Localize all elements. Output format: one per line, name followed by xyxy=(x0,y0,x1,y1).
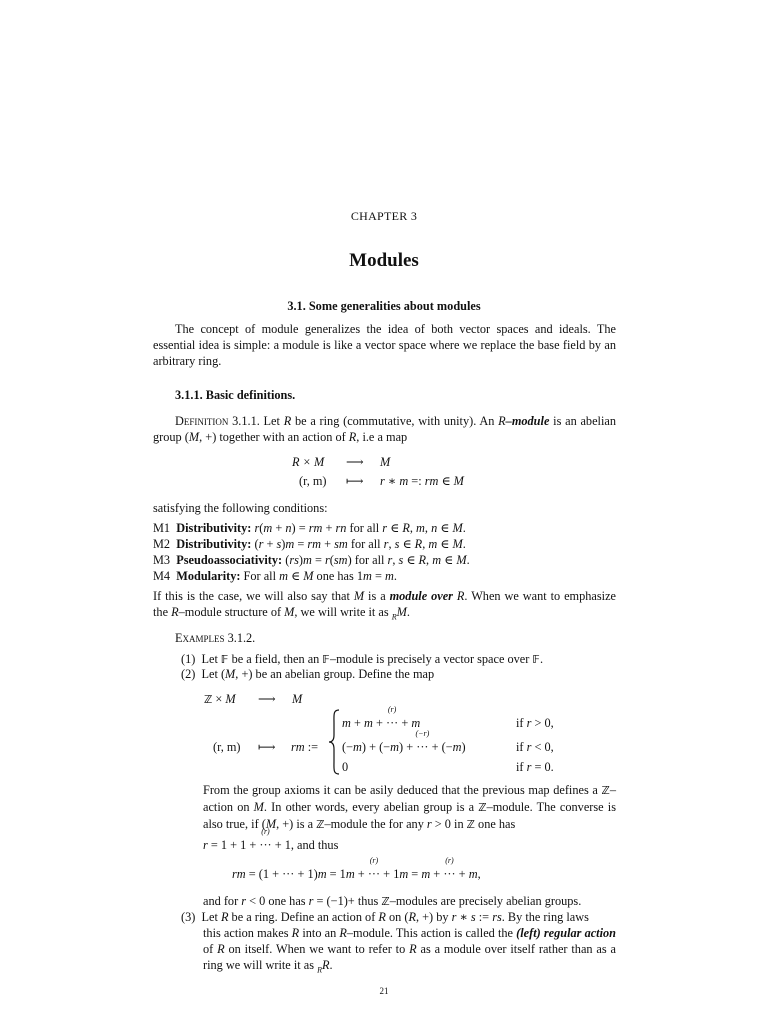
example-2-display: rm = (1 + ··· + 1)m = 1m + ··· (r) + 1m = m + ··· (r) + m, xyxy=(232,856,481,881)
map-codomain: M xyxy=(380,455,391,469)
map-arrow-2: ⟼ xyxy=(346,474,364,488)
example-item-3: (3) Let R be a ring. Define an action of R on (R, +) by r ∗ s := rs. By the ring laws this action makes R into an R–module. This action is called the (left) regular action of R on itself. When we want to refer to R as a module over itself rather than as a ring we will write it as $_R$R. xyxy=(181,910,616,975)
case-negative-condition: if r < 0, xyxy=(516,740,554,754)
map-image: r ∗ m =: rm ∈ M xyxy=(380,474,464,488)
zmap-definition: rm := xyxy=(291,740,319,754)
chapter-label: CHAPTER 3 xyxy=(350,209,418,223)
subsection-heading: 3.1.1. Basic definitions. xyxy=(175,388,296,402)
cases-brace xyxy=(328,709,340,775)
case-positive-condition: if r > 0, xyxy=(516,716,554,730)
condition-tag: M1 xyxy=(153,521,171,535)
zmap-element: (r, m) xyxy=(213,740,241,754)
page-number: 21 xyxy=(379,986,389,996)
condition-name: Modularity: xyxy=(176,569,241,583)
example-item-2: (2) Let (M, +) be an abelian group. Define the map xyxy=(181,667,435,681)
map-domain: R × M xyxy=(292,455,325,469)
condition-m1: M1 Distributivity: r(m + n) = rm + rn for all r ∈ R, m, n ∈ M. xyxy=(153,521,466,535)
condition-tag: M4 xyxy=(153,569,171,583)
intro-paragraph: The concept of module generalizes the idea of both vector spaces and ideals. The essential idea is simple: a module is like a vector space where we replace the base field by an arbitrary ring. xyxy=(153,322,616,368)
map-line-1 xyxy=(292,454,324,470)
chapter-title: Modules xyxy=(349,250,419,271)
definition-followup: If this is the case, we will also say that M is a module over R. When we want to emphasize the R–module structure of M, we will write it as $_R$M. xyxy=(153,589,616,622)
definition-label: Definition 3.1.1. xyxy=(175,414,260,428)
condition-name: Distributivity: xyxy=(176,521,252,535)
condition-tag: M2 xyxy=(153,537,171,551)
case-positive: m + m + ··· (r) + m xyxy=(342,705,421,730)
case-zero: 0 xyxy=(342,760,349,774)
zmap-arrow-2: ⟼ xyxy=(258,740,276,754)
map-element: (r, m) xyxy=(299,474,327,488)
zmap-domain: ℤ × M xyxy=(204,692,236,706)
map-arrow-1: ⟶ xyxy=(346,455,364,469)
zmap-arrow-1: ⟶ xyxy=(258,692,276,706)
example-2-conclusion: and for r < 0 one has r = (−1)+ thus ℤ–modules are precisely abelian groups. xyxy=(203,894,582,908)
definition-paragraph: Definition 3.1.1. Let R be a ring (commutative, with unity). An R–module is an abelian group (M, +) together with an action of R, i.e a map xyxy=(153,414,616,444)
condition-tag: M3 xyxy=(153,553,171,567)
condition-name: Pseudoassociativity: xyxy=(176,553,283,567)
condition-name: Distributivity: xyxy=(176,537,252,551)
example-2-paragraph: From the group axioms it can be asily deduced that the previous map defines a ℤ–action on M. In other words, every abelian group is a ℤ–module. The converse is also true, if (M, +) is a ℤ–module the for any r > 0 in ℤ one has xyxy=(203,783,616,831)
section-heading: 3.1. Some generalities about modules xyxy=(287,299,481,313)
zmap-codomain: M xyxy=(292,692,303,706)
satisfying-text: satisfying the following conditions: xyxy=(153,501,328,515)
case-zero-condition: if r = 0. xyxy=(516,760,554,774)
condition-m4: M4 Modularity: For all m ∈ M one has 1m = m. xyxy=(153,569,397,583)
example-item-1: (1) Let 𝔽 be a field, then an 𝔽–module is precisely a vector space over 𝔽. xyxy=(181,652,544,666)
case-negative: (−m) + (−m) + ··· (−r) + (−m) xyxy=(342,729,466,754)
condition-m3: M3 Pseudoassociativity: (rs)m = r(sm) for all r, s ∈ R, m ∈ M. xyxy=(153,553,470,567)
condition-m2: M2 Distributivity: (r + s)m = rm + sm for all r, s ∈ R, m ∈ M. xyxy=(153,537,466,551)
example-2-sum: r = 1 + 1 + ··· (r) + 1, and thus xyxy=(203,827,339,852)
examples-label: Examples 3.1.2. xyxy=(175,631,256,645)
